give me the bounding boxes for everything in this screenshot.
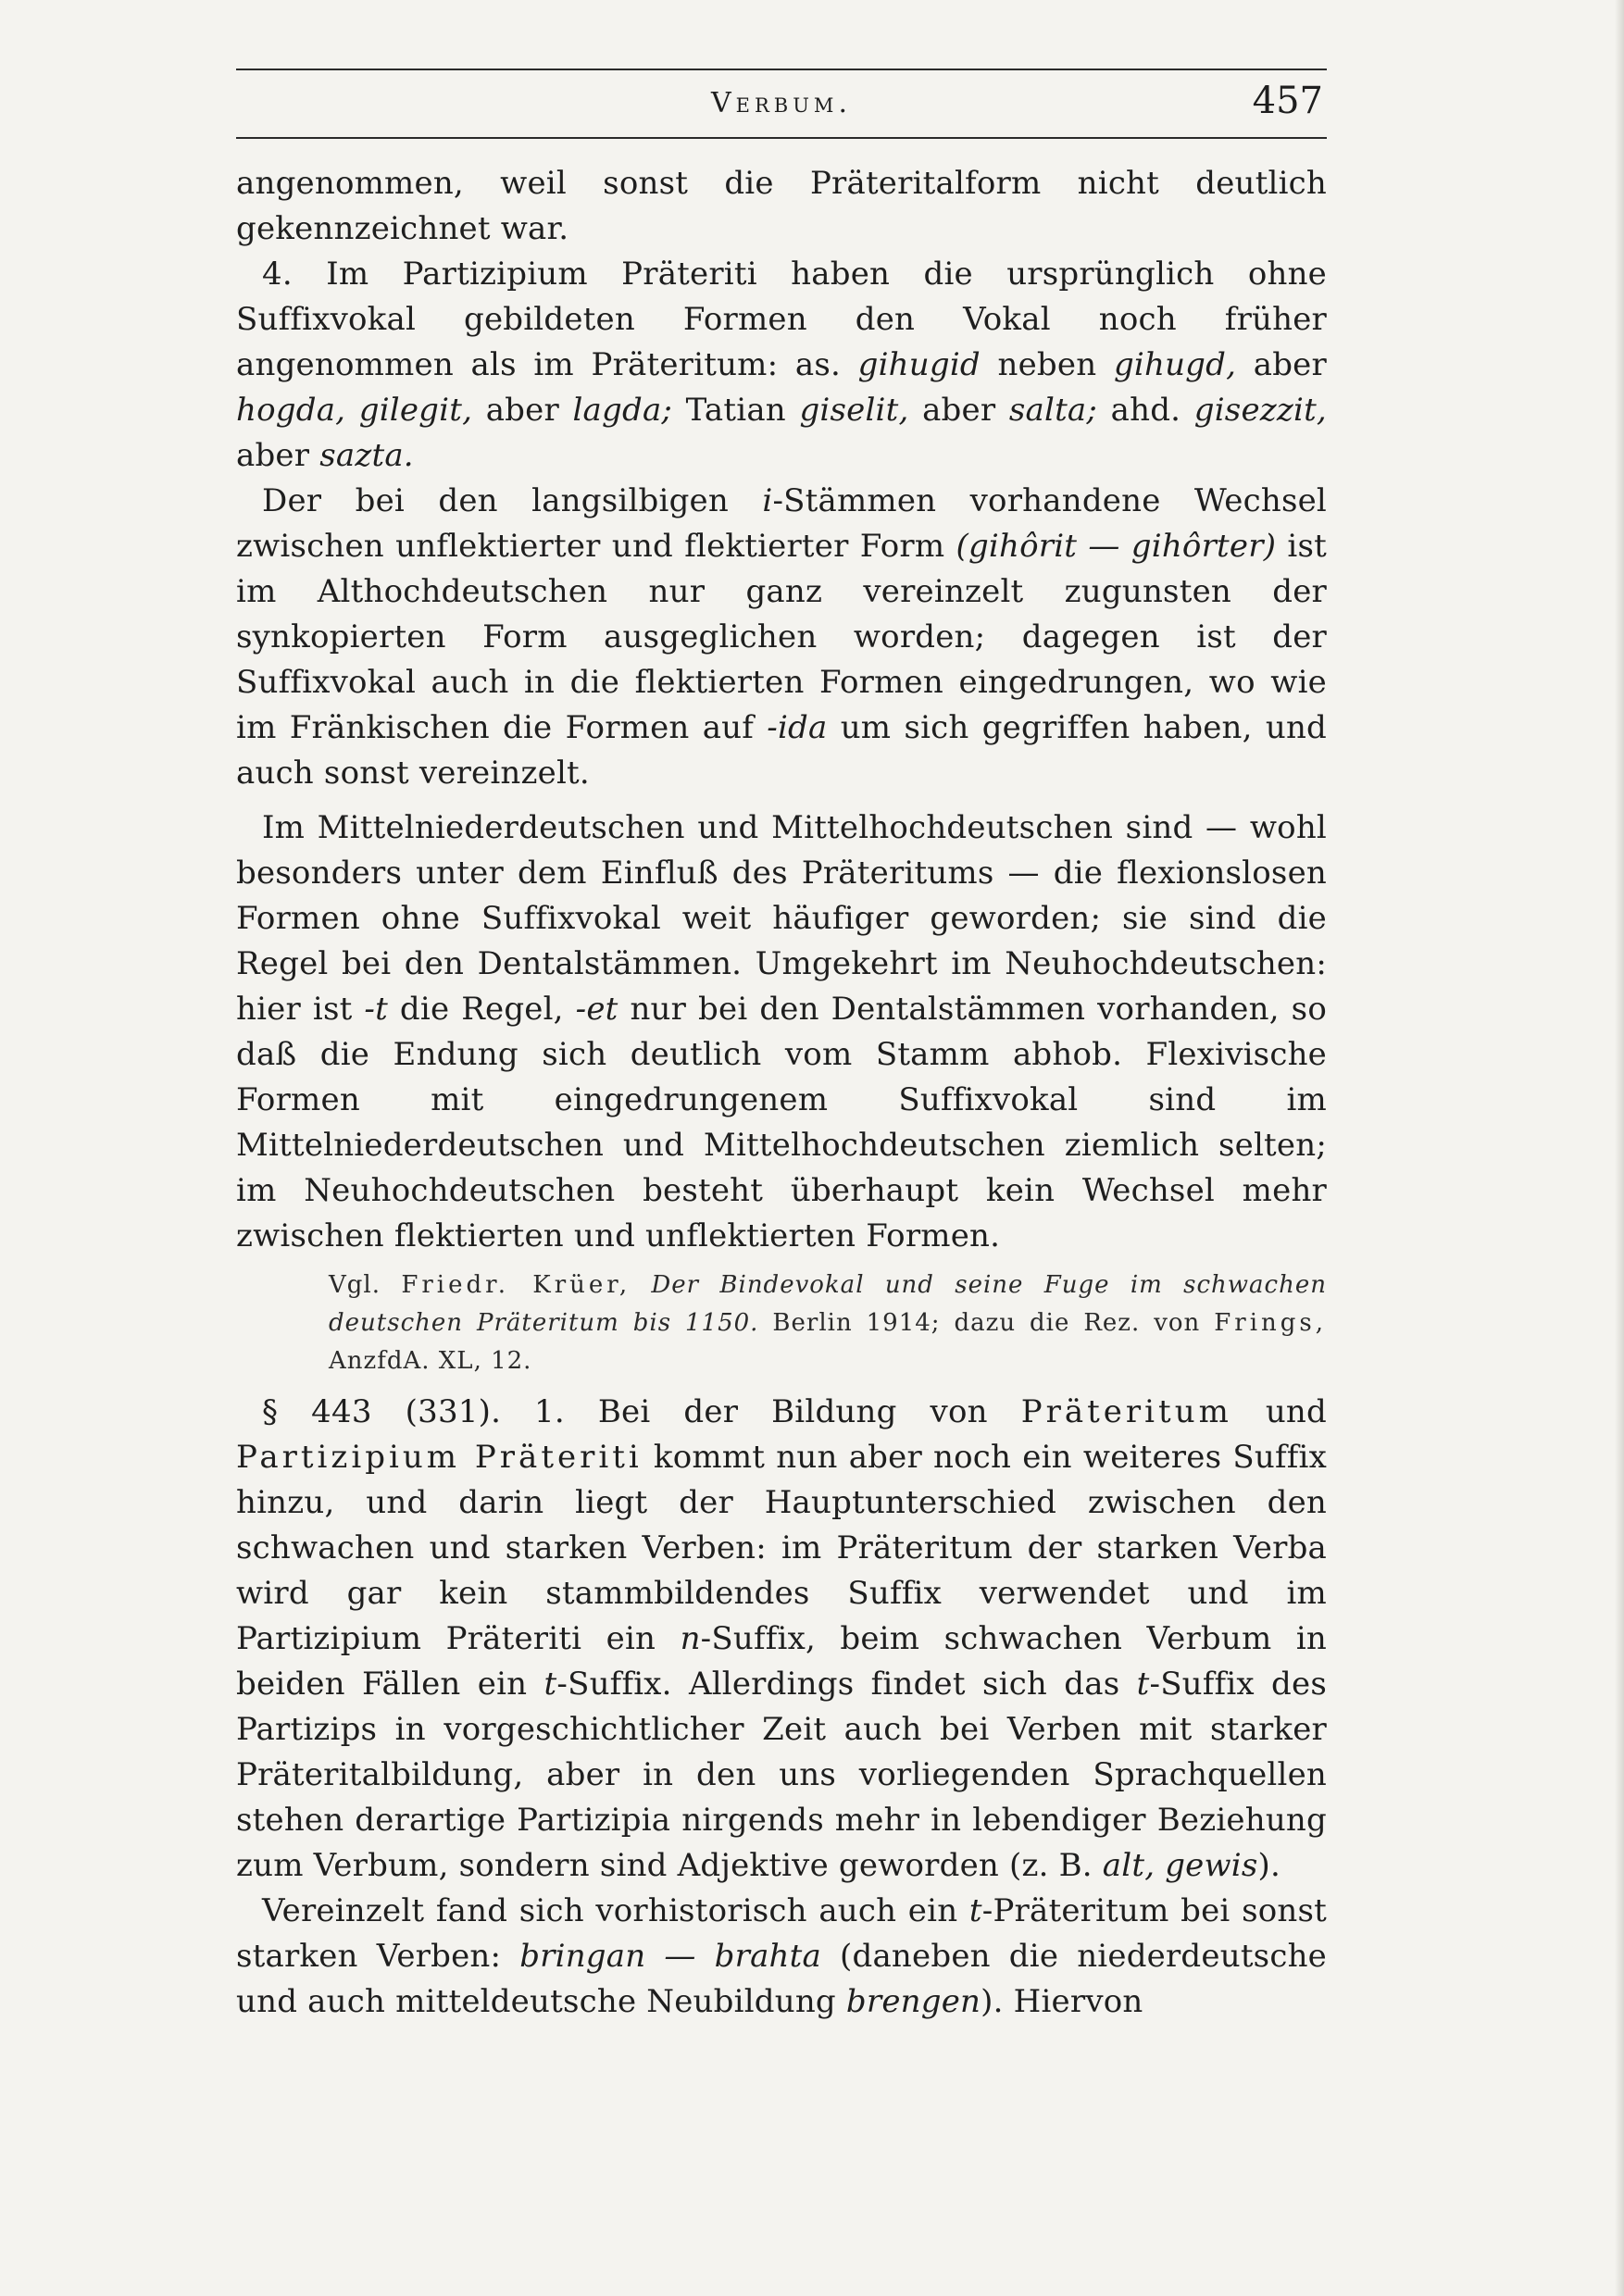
paragraph-continuation: angenommen, weil sonst die Präteritalform nicht deutlich gekennzeichnet war. — [236, 165, 1327, 247]
reference-note: Vgl. Friedr. Krüer, Der Bindevokal und seine Fuge im schwachen deutschen Präteritum bis 1150. Berlin 1914; dazu die Rez. von Frings, AnzfdA. XL, 12. — [329, 1271, 1328, 1375]
paragraph-section-443: § 443 (331). 1. Bei der Bildung von Präteritum und Partizipium Präteriti kommt nun aber noch ein weiteres Suffix hinzu, und darin liegt der Hauptunterschied zwischen den schwachen und starken Verben: im Präteritum der starken Verba wird gar kein stammbildendes Suffix verwendet und im Partizipium Präteriti ein n-Suffix, beim schwachen Verbum in beiden Fällen ein t-Suffix. Allerdings findet sich das t-Suffix des Partizips in vorgeschichtlicher Zeit auch bei Verben mit starker Präteritalbildung, aber in den uns vorliegenden Sprachquellen stehen derartige Partizipia nirgends mehr in lebendiger Beziehung zum Verbum, sondern sind Adjektive geworden (z. B. alt, gewis). — [236, 1393, 1328, 1884]
header-rule — [236, 137, 1327, 139]
top-rule — [236, 69, 1327, 70]
paragraph-stems: Der bei den langsilbigen i-Stämmen vorhandene Wechsel zwischen unflektierter und flektierter Form (gihôrit — gihôrter) ist im Althochdeutschen nur ganz vereinzelt zugunsten der synkopierten Form ausgeglichen worden; dagegen ist der Suffixvokal auch in die flektierten Formen eingedrungen, wo wie im Fränkischen die Formen auf -ida um sich gegriffen haben, und auch sonst vereinzelt. — [236, 482, 1328, 792]
page-number: 457 — [1252, 80, 1323, 122]
paragraph-middle-german: Im Mittelniederdeutschen und Mittelhochdeutschen sind — wohl besonders unter dem Einfluß des Präteritums — die flexionslosen Formen ohne Suffixvokal weit häufiger geworden; sie sind die Regel bei den Dentalstämmen. Umgekehrt im Neuhochdeutschen: hier ist -t die Regel, -et nur bei den Dentalstämmen vorhanden, so daß die Endung sich deutlich vom Stamm abhob. Flexivische Formen mit eingedrungenem Suffixvokal sind im Mittelniederdeutschen und Mittelhochdeutschen ziemlich selten; im Neuhochdeutschen besteht überhaupt kein Wechsel mehr zwischen flektierten und unflektierten Formen. — [236, 809, 1327, 1254]
paragraph-t-preterite: Vereinzelt fand sich vorhistorisch auch ein t-Präteritum bei sonst starken Verben: bringan — brahta (daneben die niederdeutsche und auch mitteldeutsche Neubildung brengen). Hiervon — [236, 1892, 1327, 2020]
body-text — [236, 161, 1327, 2025]
header-title: Verbum. — [711, 87, 852, 119]
page-edge — [1615, 0, 1624, 2296]
paragraph-4: 4. Im Partizipium Präteriti haben die ursprünglich ohne Suffixvokal gebildeten Formen den Vokal noch früher angenommen als im Präteritum: as. gihugid neben gihugd, aber hogda, gilegit, aber lagda; Tatian giselit, aber salta; ahd. gisezzit, aber sazta. — [236, 256, 1327, 474]
running-header — [236, 78, 1327, 133]
